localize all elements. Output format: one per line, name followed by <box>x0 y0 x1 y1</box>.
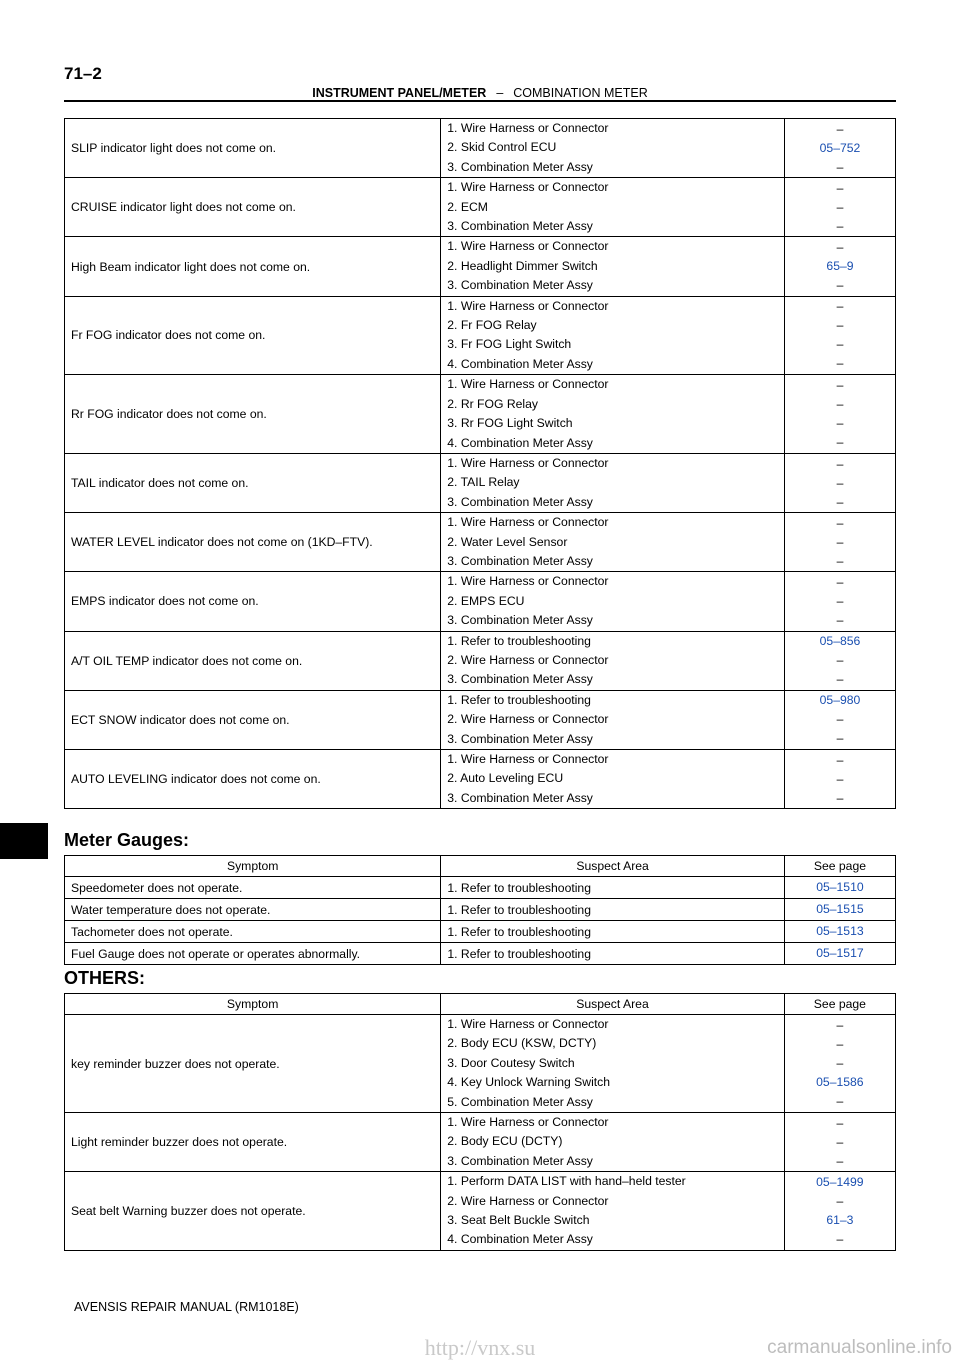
see-page-dash: – <box>836 1153 844 1168</box>
site-watermark: carmanualsonline.info <box>767 1337 952 1358</box>
see-page-dash: – <box>836 121 844 136</box>
suspect-area-item: 2. Auto Leveling ECU <box>447 771 564 786</box>
suspect-area-item: 2. Wire Harness or Connector <box>447 1193 609 1208</box>
see-page-dash: – <box>836 416 844 431</box>
indicator-row <box>65 572 896 631</box>
suspect-area-item: 1. Wire Harness or Connector <box>447 298 609 313</box>
see-page-dash: – <box>836 1056 844 1071</box>
suspect-area-item: 3. Combination Meter Assy <box>447 731 593 746</box>
see-page-link[interactable]: 65–9 <box>826 259 854 274</box>
others-row <box>65 1172 896 1251</box>
suspect-area-item: 3. Combination Meter Assy <box>447 278 593 293</box>
suspect-area-item: 4. Combination Meter Assy <box>447 356 593 371</box>
suspect-area-item: 4. Combination Meter Assy <box>447 1232 593 1247</box>
suspect-area-item: 3. Seat Belt Buckle Switch <box>447 1213 590 1228</box>
symptom-cell: Tachometer does not operate. <box>65 921 441 943</box>
see-page-cell <box>784 899 895 921</box>
suspect-area-item: 3. Combination Meter Assy <box>447 790 593 805</box>
see-page-dash: – <box>836 1094 844 1109</box>
see-page-cell <box>784 178 895 237</box>
suspect-area-cell <box>441 631 785 690</box>
see-page-link[interactable]: 05–1513 <box>816 924 864 938</box>
suspect-area-item: 2. Wire Harness or Connector <box>447 652 609 667</box>
gauges-table <box>64 855 896 965</box>
suspect-area-item: 3. Combination Meter Assy <box>447 219 593 234</box>
see-page-link[interactable]: 05–752 <box>819 140 861 155</box>
see-page-link[interactable]: 05–1510 <box>816 880 864 894</box>
suspect-area-cell <box>441 375 785 454</box>
suspect-area-item: 2. EMPS ECU <box>447 593 525 608</box>
indicator-row <box>65 178 896 237</box>
suspect-area-item: 3. Combination Meter Assy <box>447 159 593 174</box>
indicator-row <box>65 631 896 690</box>
see-page-dash: – <box>836 553 844 568</box>
suspect-area-cell: 1. Refer to troubleshooting <box>441 921 784 943</box>
suspect-area-cell <box>441 296 785 375</box>
see-page-link[interactable]: 05–856 <box>819 634 861 649</box>
see-page-dash: – <box>836 731 844 746</box>
symptom-cell: key reminder buzzer does not operate. <box>65 1015 441 1113</box>
col-header-see-page: See page <box>784 856 895 877</box>
see-page-cell <box>784 119 895 178</box>
see-page-cell <box>784 1113 895 1172</box>
gauge-row <box>65 921 896 943</box>
see-page-cell <box>784 296 895 375</box>
see-page-link[interactable]: 05–1499 <box>816 1175 864 1190</box>
see-page-dash: – <box>836 1232 844 1247</box>
header-separator: – <box>496 86 504 100</box>
see-page-dash: – <box>836 515 844 530</box>
indicator-row <box>65 237 896 296</box>
see-page-dash: – <box>836 356 844 371</box>
see-page-dash: – <box>836 1194 844 1209</box>
col-header-suspect-area: Suspect Area <box>441 856 784 877</box>
suspect-area-item: 3. Combination Meter Assy <box>447 613 593 628</box>
suspect-area-item: 3. Combination Meter Assy <box>447 1153 593 1168</box>
suspect-area-item: 1. Wire Harness or Connector <box>447 574 609 589</box>
suspect-area-item: 2. Rr FOG Relay <box>447 396 539 411</box>
see-page-cell <box>784 513 895 572</box>
see-page-dash: – <box>836 574 844 589</box>
see-page-link[interactable]: 05–980 <box>819 693 861 708</box>
see-page-dash: – <box>836 378 844 393</box>
see-page-cell <box>784 690 895 749</box>
suspect-area-item: 2. Water Level Sensor <box>447 534 568 549</box>
see-page-dash: – <box>836 752 844 767</box>
see-page-dash: – <box>836 534 844 549</box>
symptom-cell: Water temperature does not operate. <box>65 899 441 921</box>
symptom-cell: Light reminder buzzer does not operate. <box>65 1113 441 1172</box>
see-page-dash: – <box>836 1115 844 1130</box>
see-page-cell <box>784 237 895 296</box>
suspect-area-cell: 1. Refer to troubleshooting <box>441 943 784 965</box>
indicator-table <box>64 118 896 809</box>
gauge-row <box>65 899 896 921</box>
suspect-area-cell <box>441 690 785 749</box>
suspect-area-cell <box>441 1172 784 1251</box>
suspect-area-cell <box>441 572 785 631</box>
suspect-area-cell <box>441 1015 784 1113</box>
header-section: INSTRUMENT PANEL/METER <box>312 86 487 100</box>
suspect-area-cell <box>441 513 785 572</box>
see-page-dash: – <box>836 1134 844 1149</box>
symptom-cell: Fuel Gauge does not operate or operates abnormally. <box>65 943 441 965</box>
see-page-cell <box>784 921 895 943</box>
symptom-cell: Speedometer does not operate. <box>65 877 441 899</box>
suspect-area-item: 3. Fr FOG Light Switch <box>447 337 572 352</box>
suspect-area-cell <box>441 178 785 237</box>
gauge-row <box>65 943 896 965</box>
watermark-link[interactable]: http://vnx.su <box>424 1335 536 1360</box>
header-rule <box>64 100 896 102</box>
symptom-cell: Seat belt Warning buzzer does not operate. <box>65 1172 441 1251</box>
see-page-cell <box>784 375 895 454</box>
see-page-dash: – <box>836 318 844 333</box>
symptom-cell: ECT SNOW indicator does not come on. <box>65 690 441 749</box>
suspect-area-item: 1. Wire Harness or Connector <box>447 180 609 195</box>
suspect-area-cell <box>441 1113 784 1172</box>
gauges-title: Meter Gauges: <box>64 830 190 850</box>
symptom-cell: WATER LEVEL indicator does not come on (1KD–FTV). <box>65 513 441 572</box>
suspect-area-item: 2. Body ECU (DCTY) <box>447 1134 563 1149</box>
symptom-cell: High Beam indicator light does not come on. <box>65 237 441 296</box>
indicator-row <box>65 296 896 375</box>
see-page-dash: – <box>836 240 844 255</box>
symptom-cell: Rr FOG indicator does not come on. <box>65 375 441 454</box>
header-subsection: COMBINATION METER <box>513 86 648 100</box>
suspect-area-cell <box>441 750 785 809</box>
suspect-area-item: 3. Combination Meter Assy <box>447 553 593 568</box>
suspect-area-item: 2. Fr FOG Relay <box>447 318 537 333</box>
symptom-cell: Fr FOG indicator does not come on. <box>65 296 441 375</box>
suspect-area-item: 2. Wire Harness or Connector <box>447 712 609 727</box>
see-page-link[interactable]: 61–3 <box>826 1213 854 1228</box>
suspect-area-cell <box>441 453 785 512</box>
symptom-cell: AUTO LEVELING indicator does not come on. <box>65 750 441 809</box>
symptom-cell: CRUISE indicator light does not come on. <box>65 178 441 237</box>
symptom-cell: TAIL indicator does not come on. <box>65 453 441 512</box>
see-page-link[interactable]: 05–1515 <box>816 902 864 916</box>
see-page-dash: – <box>836 475 844 490</box>
see-page-dash: – <box>836 494 844 509</box>
see-page-cell <box>784 1172 895 1251</box>
running-header <box>0 86 960 100</box>
indicator-row <box>65 453 896 512</box>
suspect-area-item: 2. TAIL Relay <box>447 475 520 490</box>
see-page-dash: – <box>836 653 844 668</box>
symptom-cell: SLIP indicator light does not come on. <box>65 119 441 178</box>
suspect-area-item: 1. Wire Harness or Connector <box>447 455 609 470</box>
others-title: OTHERS: <box>64 968 145 988</box>
footer-manual-title: AVENSIS REPAIR MANUAL (RM1018E) <box>74 1300 299 1314</box>
suspect-area-item: 2. Headlight Dimmer Switch <box>447 258 598 273</box>
suspect-area-cell: 1. Refer to troubleshooting <box>441 877 784 899</box>
suspect-area-item: 1. Wire Harness or Connector <box>447 377 609 392</box>
see-page-dash: – <box>836 790 844 805</box>
see-page-dash: – <box>836 299 844 314</box>
symptom-cell: EMPS indicator does not come on. <box>65 572 441 631</box>
suspect-area-item: 1. Wire Harness or Connector <box>447 239 609 254</box>
suspect-area-item: 3. Door Coutesy Switch <box>447 1055 575 1070</box>
see-page-dash: – <box>836 593 844 608</box>
suspect-area-cell: 1. Refer to troubleshooting <box>441 899 784 921</box>
symptom-cell: A/T OIL TEMP indicator does not come on. <box>65 631 441 690</box>
others-row <box>65 1113 896 1172</box>
gauge-row <box>65 877 896 899</box>
indicator-row <box>65 513 896 572</box>
others-table <box>64 993 896 1251</box>
see-page-dash: – <box>836 435 844 450</box>
suspect-area-item: 2. Skid Control ECU <box>447 140 557 155</box>
suspect-area-item: 2. Body ECU (KSW, DCTY) <box>447 1036 597 1051</box>
see-page-dash: – <box>836 180 844 195</box>
suspect-area-cell <box>441 237 785 296</box>
col-header-see-page: See page <box>784 994 895 1015</box>
suspect-area-item: 1. Wire Harness or Connector <box>447 515 609 530</box>
indicator-row <box>65 750 896 809</box>
indicator-row <box>65 375 896 454</box>
suspect-area-item: 1. Refer to troubleshooting <box>447 692 591 707</box>
suspect-area-item: 1. Wire Harness or Connector <box>447 752 609 766</box>
suspect-area-item: 4. Combination Meter Assy <box>447 435 593 450</box>
suspect-area-cell <box>441 119 785 178</box>
see-page-link[interactable]: 05–1586 <box>816 1075 864 1090</box>
see-page-dash: – <box>836 1018 844 1033</box>
see-page-dash: – <box>836 612 844 627</box>
suspect-area-item: 5. Combination Meter Assy <box>447 1094 593 1109</box>
page-number: 71–2 <box>64 64 102 83</box>
see-page-dash: – <box>836 771 844 786</box>
table-header-row <box>65 856 896 877</box>
see-page-cell <box>784 631 895 690</box>
see-page-link[interactable]: 05–1517 <box>816 946 864 960</box>
col-header-symptom: Symptom <box>65 856 441 877</box>
see-page-cell <box>784 453 895 512</box>
see-page-dash: – <box>836 199 844 214</box>
section-tab-marker <box>0 823 48 859</box>
see-page-cell <box>784 943 895 965</box>
suspect-area-item: 1. Perform DATA LIST with hand–held tester <box>447 1174 686 1189</box>
suspect-area-item: 3. Rr FOG Light Switch <box>447 416 573 431</box>
see-page-dash: – <box>836 278 844 293</box>
see-page-dash: – <box>836 337 844 352</box>
suspect-area-item: 1. Wire Harness or Connector <box>447 1017 609 1031</box>
see-page-cell <box>784 877 895 899</box>
col-header-symptom: Symptom <box>65 994 441 1015</box>
suspect-area-item: 2. ECM <box>447 199 488 214</box>
suspect-area-item: 1. Wire Harness or Connector <box>447 121 609 135</box>
see-page-cell <box>784 1015 895 1113</box>
see-page-dash: – <box>836 159 844 174</box>
others-row <box>65 1015 896 1113</box>
indicator-row <box>65 119 896 178</box>
suspect-area-item: 3. Combination Meter Assy <box>447 494 593 509</box>
suspect-area-item: 1. Wire Harness or Connector <box>447 1115 609 1130</box>
suspect-area-item: 1. Refer to troubleshooting <box>447 633 591 648</box>
col-header-suspect-area: Suspect Area <box>441 994 784 1015</box>
see-page-dash: – <box>836 456 844 471</box>
see-page-dash: – <box>836 712 844 727</box>
see-page-dash: – <box>836 397 844 412</box>
see-page-dash: – <box>836 218 844 233</box>
see-page-cell <box>784 750 895 809</box>
see-page-dash: – <box>836 672 844 687</box>
suspect-area-item: 4. Key Unlock Warning Switch <box>447 1075 611 1090</box>
see-page-dash: – <box>836 1037 844 1052</box>
suspect-area-item: 3. Combination Meter Assy <box>447 672 593 687</box>
see-page-cell <box>784 572 895 631</box>
table-header-row <box>65 994 896 1015</box>
indicator-row <box>65 690 896 749</box>
